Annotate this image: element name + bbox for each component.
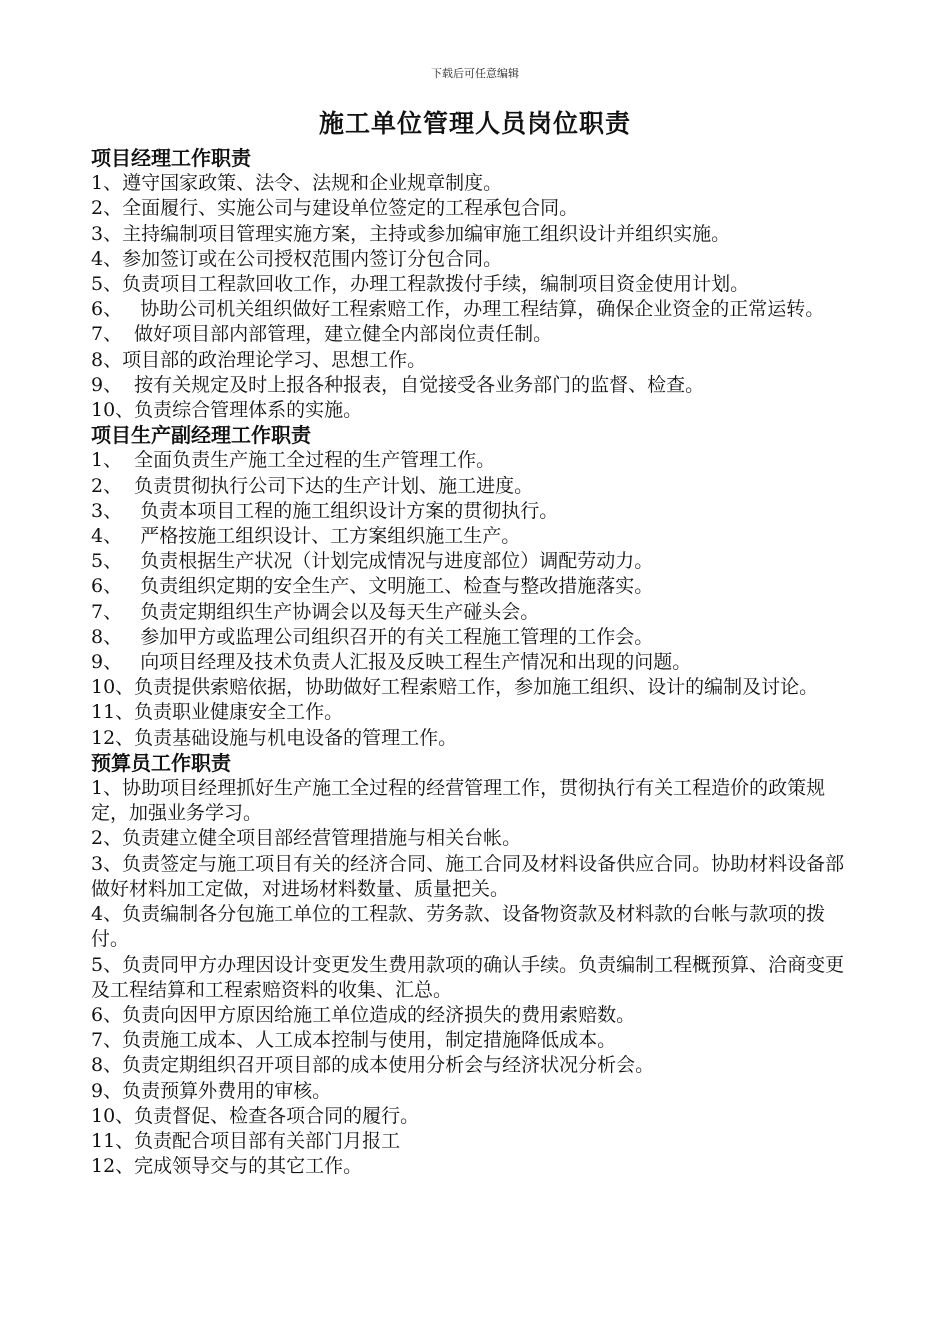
list-item: 2、负责建立健全项目部经营管理措施与相关台帐。 bbox=[91, 827, 522, 850]
list-item: 6、 负责组织定期的安全生产、文明施工、检查与整改措施落实。 bbox=[91, 575, 654, 598]
document-title: 施工单位管理人员岗位职责 bbox=[318, 109, 631, 138]
section-budget-officer bbox=[91, 751, 861, 1179]
list-item: 1、协助项目经理抓好生产施工全过程的经营管理工作，贯彻执行有关工程造价的政策规定，加强业务学习。 bbox=[91, 777, 826, 825]
section-deputy-production-manager bbox=[91, 423, 861, 751]
list-item: 4、负责编制各分包施工单位的工程款、劳务款、设备物资款及材料款的台帐与款项的拨付。 bbox=[91, 903, 826, 951]
list-item: 10、负责提供索赔依据，协助做好工程索赔工作，参加施工组织、设计的编制及讨论。 bbox=[91, 676, 819, 699]
list-item: 4、 严格按施工组织设计、工方案组织施工生产。 bbox=[91, 525, 521, 548]
list-item: 11、负责职业健康安全工作。 bbox=[91, 701, 344, 724]
list-item: 8、项目部的政治理论学习、思想工作。 bbox=[91, 348, 427, 371]
list-item: 3、负责签定与施工项目有关的经济合同、施工合同及材料设备供应合同。协助材料设备部做好材料加工定做，对进场材料数量、质量把关。 bbox=[91, 852, 845, 900]
list-item: 6、负责向因甲方原因给施工单位造成的经济损失的费用索赔数。 bbox=[91, 1003, 636, 1026]
list-item: 1、 全面负责生产施工全过程的生产管理工作。 bbox=[91, 449, 496, 472]
list-item: 10、负责综合管理体系的实施。 bbox=[91, 399, 363, 422]
list-item: 12、负责基础设施与机电设备的管理工作。 bbox=[91, 726, 458, 749]
list-item: 7、负责施工成本、人工成本控制与使用，制定措施降低成本。 bbox=[91, 1029, 617, 1052]
list-item: 7、 做好项目部内部管理，建立健全内部岗位责任制。 bbox=[91, 323, 553, 346]
list-item: 3、主持编制项目管理实施方案，主持或参加编审施工组织设计并组织实施。 bbox=[91, 222, 731, 245]
list-item: 10、负责督促、检查各项合同的履行。 bbox=[91, 1104, 420, 1127]
list-item: 5、负责项目工程款回收工作，办理工程款拨付手续，编制项目资金使用计划。 bbox=[91, 273, 750, 296]
list-item: 1、遵守国家政策、法令、法规和企业规章制度。 bbox=[91, 172, 503, 195]
list-item: 5、负责同甲方办理因设计变更发生费用款项的确认手续。负责编制工程概预算、洽商变更及工程结算和工程索赔资料的收集、汇总。 bbox=[91, 953, 845, 1001]
section-heading: 项目生产副经理工作职责 bbox=[91, 423, 311, 448]
list-item: 9、负责预算外费用的审核。 bbox=[91, 1079, 332, 1102]
list-item: 8、 参加甲方或监理公司组织召开的有关工程施工管理的工作会。 bbox=[91, 625, 654, 648]
section-heading: 项目经理工作职责 bbox=[91, 146, 251, 170]
list-item: 6、 协助公司机关组织做好工程索赔工作，办理工程结算，确保企业资金的正常运转。 bbox=[91, 298, 825, 321]
list-item: 9、 向项目经理及技术负责人汇报及反映工程生产情况和出现的问题。 bbox=[91, 651, 692, 674]
list-item: 12、完成领导交与的其它工作。 bbox=[91, 1155, 363, 1178]
list-item: 3、 负责本项目工程的施工组织设计方案的贯彻执行。 bbox=[91, 499, 559, 522]
section-project-manager bbox=[91, 146, 861, 423]
list-item: 7、 负责定期组织生产协调会以及每天生产碰头会。 bbox=[91, 600, 540, 623]
list-item: 9、 按有关规定及时上报各种报表，自觉接受各业务部门的监督、检查。 bbox=[91, 373, 705, 396]
list-item: 2、全面履行、实施公司与建设单位签定的工程承包合同。 bbox=[91, 197, 579, 220]
list-item: 5、 负责根据生产状况（计划完成情况与进度部位）调配劳动力。 bbox=[91, 550, 654, 573]
header-note: 下载后可任意编辑 bbox=[431, 67, 519, 80]
list-item: 11、负责配合项目部有关部门月报工 bbox=[91, 1129, 401, 1152]
list-item: 8、负责定期组织召开项目部的成本使用分析会与经济状况分析会。 bbox=[91, 1054, 655, 1077]
list-item: 2、 负责贯彻执行公司下达的生产计划、施工进度。 bbox=[91, 474, 534, 497]
list-item: 4、参加签订或在公司授权范围内签订分包合同。 bbox=[91, 247, 503, 270]
document-body bbox=[91, 146, 861, 1179]
section-heading: 预算员工作职责 bbox=[91, 750, 231, 775]
